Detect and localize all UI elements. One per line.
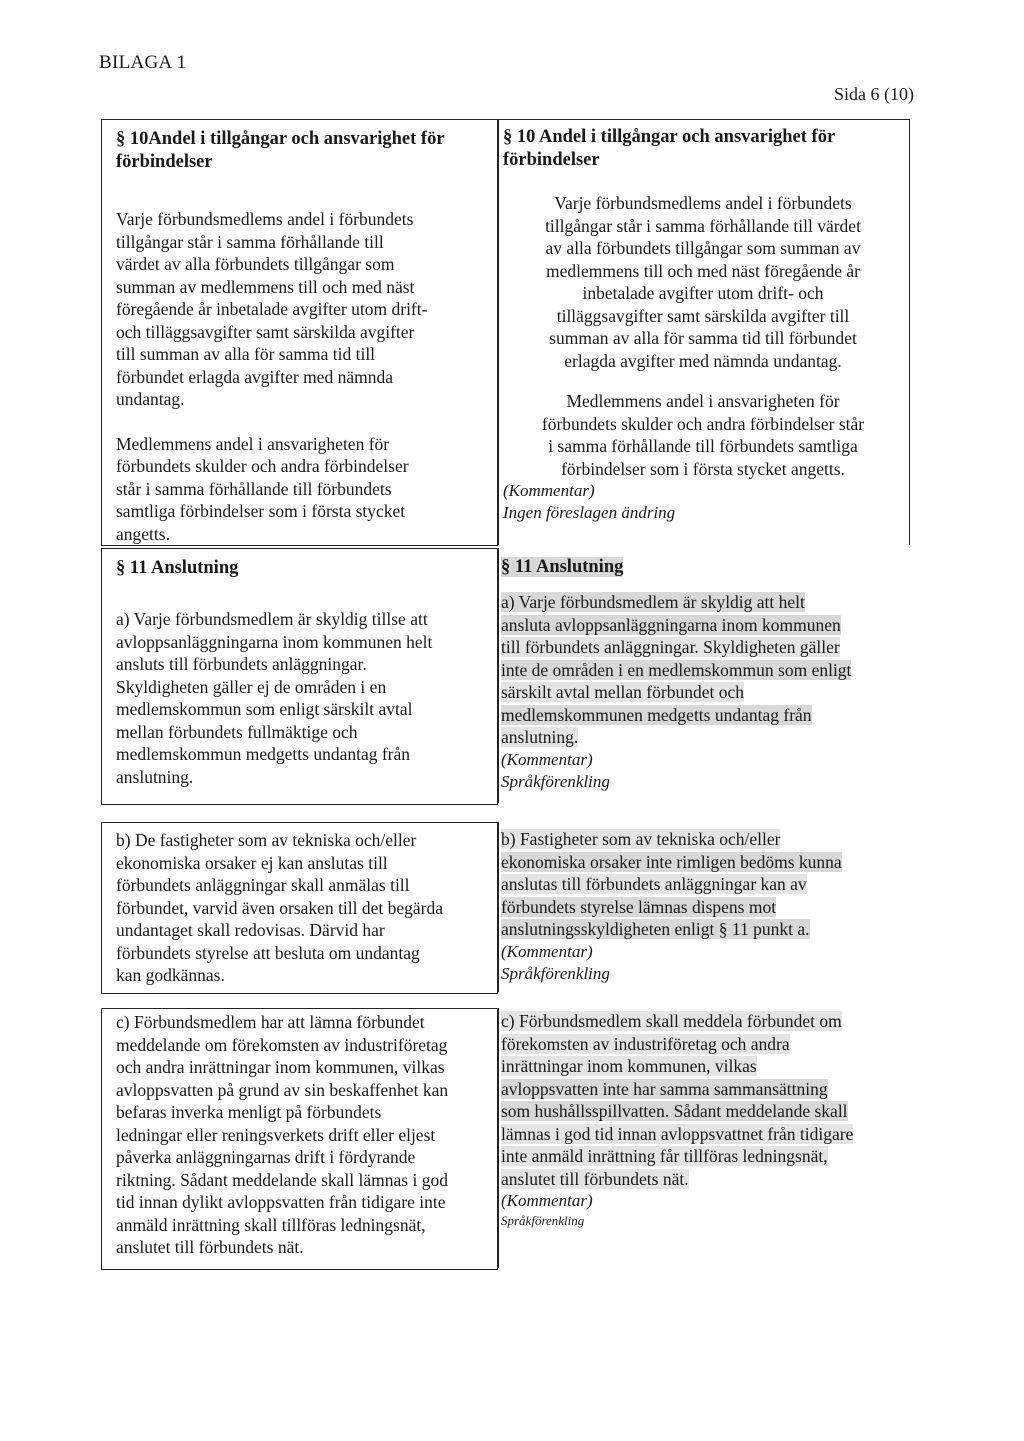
text-line: inte anmäld inrättning får tillföras ledningsnät,: [501, 1146, 828, 1166]
text-line: Skyldigheten gäller ej de områden i en: [116, 676, 387, 697]
section-10-proposed-title: [503, 126, 903, 172]
text-line: samtliga förbindelser som i första stycket: [116, 501, 406, 521]
text-line: ledningar eller reningsverkets drift eller eljest: [116, 1124, 436, 1145]
text-line: befaras inverka menligt på förbundets: [116, 1102, 382, 1122]
text-line: b) Fastigheter som av tekniska och/eller: [501, 829, 781, 849]
section-11b-original-text: [116, 829, 491, 987]
text-line: medlemmens till och med näst föregående år: [546, 260, 860, 281]
text-line: mellan förbundets fullmäktige och: [116, 721, 358, 742]
text-line: står i samma förhållande till förbundets: [116, 478, 392, 499]
section-10-original-title: [116, 128, 486, 174]
section-10-original-title-line2: förbindelser: [116, 152, 213, 172]
text-line: i samma förhållande till förbundets samtliga: [548, 436, 858, 456]
text-line: tid innan dylikt avloppsvatten från tidigare inte: [116, 1192, 446, 1212]
section-10-original-box: [101, 119, 498, 546]
section-11b-comment-label: (Kommentar): [501, 941, 593, 961]
section-11c-comment: Språkförenkling: [501, 1213, 585, 1228]
text-line: c) Förbundsmedlem skall meddela förbundet om: [501, 1011, 842, 1031]
section-11b-original-box: [101, 822, 498, 994]
text-line: avloppsvatten inte har samma sammansättning: [501, 1078, 828, 1099]
section-11a-comment-label: (Kommentar): [501, 749, 593, 769]
text-line: avloppsvatten på grund av sin beskaffenhet kan: [116, 1079, 449, 1100]
text-line: förbindelser som i första stycket angetts.: [561, 458, 845, 479]
text-line: påverka anläggningarnas drift i fördyrande: [116, 1147, 416, 1167]
text-line: erlagda avgifter med nämnda undantag.: [564, 350, 842, 371]
text-line: tilläggsavgifter samt särskilda avgifter till: [556, 305, 850, 326]
text-line: ekonomiska orsaker ej kan anslutas till: [116, 852, 388, 873]
section-11b-proposed-box: [498, 822, 909, 992]
text-line: Varje förbundsmedlems andel i förbundets: [116, 209, 414, 229]
text-line: av alla förbundets tillgångar som summan av: [545, 238, 861, 258]
section-11a-original-text: [116, 608, 491, 788]
text-line: a) Varje förbundsmedlem är skyldig att helt: [501, 592, 805, 612]
section-10-proposed-title-line1: § 10 Andel i tillgångar och ansvarighet för: [503, 127, 836, 147]
text-line: anslutet till förbundets nät.: [116, 1237, 304, 1257]
page-number: Sida 6 (10): [834, 84, 914, 104]
text-line: anslutningsskyldigheten enligt § 11 punkt a.: [501, 919, 810, 939]
text-line: Varje förbundsmedlems andel i förbundets: [554, 193, 852, 213]
section-11a-original-box: [101, 548, 498, 805]
text-line: inbetalade avgifter utom drift- och: [582, 283, 824, 303]
section-11-original-title: § 11 Anslutning: [116, 558, 239, 578]
section-11a-proposed-text: [501, 591, 906, 749]
text-line: förekomsten av industriföretag och andra: [501, 1033, 790, 1054]
text-line: anmäld inrättning skall tillföras ledningsnät,: [116, 1214, 426, 1235]
text-line: till förbundets anläggningar. Skyldigheten gäller: [501, 637, 840, 657]
section-10-comment-label: (Kommentar): [503, 481, 595, 500]
text-line: Medlemmens andel i ansvarigheten för: [116, 433, 390, 454]
section-10-proposed-paragraph-2: [503, 390, 903, 480]
text-line: undantag.: [116, 389, 185, 409]
text-line: avloppsanläggningarna inom kommunen helt: [116, 631, 433, 652]
text-line: medlemskommun medgetts undantag från: [116, 744, 411, 764]
text-line: summan av medlemmens till och med näst: [116, 276, 415, 297]
text-line: förbundet erlagda avgifter med nämnda: [116, 366, 393, 387]
text-line: inrättningar inom kommunen, vilkas: [501, 1056, 757, 1076]
section-11c-original-box: [101, 1008, 498, 1270]
section-10-proposed-box: [498, 119, 910, 545]
text-line: som hushållsspillvatten. Sådant meddelande skall: [501, 1101, 848, 1121]
text-line: förbundets skulder och andra förbindelser: [116, 456, 409, 476]
text-line: särskilt avtal mellan förbundet och: [501, 682, 744, 702]
text-line: och tilläggsavgifter samt särskilda avgifter: [116, 321, 415, 342]
text-line: meddelande om förekomsten av industriföretag: [116, 1034, 448, 1055]
text-line: förbundets skulder och andra förbindelser står: [541, 413, 865, 434]
text-line: ansluts till förbundets anläggningar.: [116, 654, 367, 674]
text-line: medlemskommun som enligt särskilt avtal: [116, 699, 413, 719]
text-line: förbundet, varvid även orsaken till det begärda: [116, 897, 444, 918]
section-10-original-paragraph-2: [116, 433, 486, 546]
text-line: inte de områden i en medlemskommun som enligt: [501, 659, 852, 680]
text-line: anslutet till förbundets nät.: [501, 1168, 689, 1189]
text-line: värdet av alla förbundets tillgångar som: [116, 254, 395, 274]
text-line: b) De fastigheter som av tekniska och/eller: [116, 830, 417, 850]
text-line: förbundets anläggningar skall anmälas till: [116, 875, 410, 895]
text-line: ekonomiska orsaker inte rimligen bedöms kunna: [501, 851, 842, 872]
section-11c-original-text: [116, 1011, 496, 1259]
text-line: angetts.: [116, 523, 170, 544]
text-line: anslutas till förbundets anläggningar kan av: [501, 874, 807, 894]
section-10-original-title-line1: § 10Andel i tillgångar och ansvarighet för: [116, 129, 445, 149]
section-11-proposed-title-text: § 11 Anslutning: [501, 557, 624, 577]
section-10-proposed-title-line2: förbindelser: [503, 150, 600, 170]
section-11a-comment: Språkförenkling: [501, 771, 610, 791]
text-line: a) Varje förbundsmedlem är skyldig tillse att: [116, 609, 428, 629]
text-line: undantaget skall redovisas. Därvid har: [116, 920, 385, 940]
section-10-proposed-paragraph-1: [503, 192, 903, 372]
text-line: föregående år inbetalade avgifter utom drift-: [116, 299, 428, 319]
section-11b-proposed-text: [501, 828, 906, 941]
text-line: förbundets styrelse att besluta om undantag: [116, 942, 420, 963]
text-line: anslutning.: [116, 766, 194, 787]
text-line: summan av alla för samma tid till förbundet: [549, 328, 857, 348]
text-line: Medlemmens andel i ansvarigheten för: [566, 391, 840, 411]
section-10-original-paragraph-1: [116, 208, 486, 411]
section-11c-proposed-box: [498, 1008, 909, 1268]
section-11a-proposed-box: [498, 548, 909, 803]
document-attachment-label: BILAGA 1: [99, 52, 187, 73]
text-line: medlemskommunen medgetts undantag från: [501, 704, 812, 725]
text-line: riktning. Sådant meddelande skall lämnas i god: [116, 1169, 448, 1190]
section-11b-comment: Språkförenkling: [501, 963, 610, 983]
text-line: kan godkännas.: [116, 965, 225, 985]
text-line: lämnas i god tid innan avloppsvattnet från tidigare: [501, 1123, 854, 1144]
section-11c-comment-label: (Kommentar): [501, 1191, 593, 1210]
text-line: till summan av alla för samma tid till: [116, 344, 376, 364]
text-line: tillgångar står i samma förhållande till värdet: [545, 215, 861, 236]
text-line: ansluta avloppsanläggningarna inom kommunen: [501, 614, 841, 635]
text-line: tillgångar står i samma förhållande till: [116, 231, 384, 252]
section-11-proposed-title: [501, 556, 906, 579]
text-line: förbundets styrelse lämnas dispens mot: [501, 896, 777, 917]
text-line: c) Förbundsmedlem har att lämna förbundet: [116, 1012, 425, 1032]
text-line: och andra inrättningar inom kommunen, vilkas: [116, 1057, 445, 1077]
section-10-comment: Ingen föreslagen ändring: [503, 503, 676, 522]
section-11c-proposed-text: [501, 1010, 906, 1190]
text-line: anslutning.: [501, 727, 579, 747]
